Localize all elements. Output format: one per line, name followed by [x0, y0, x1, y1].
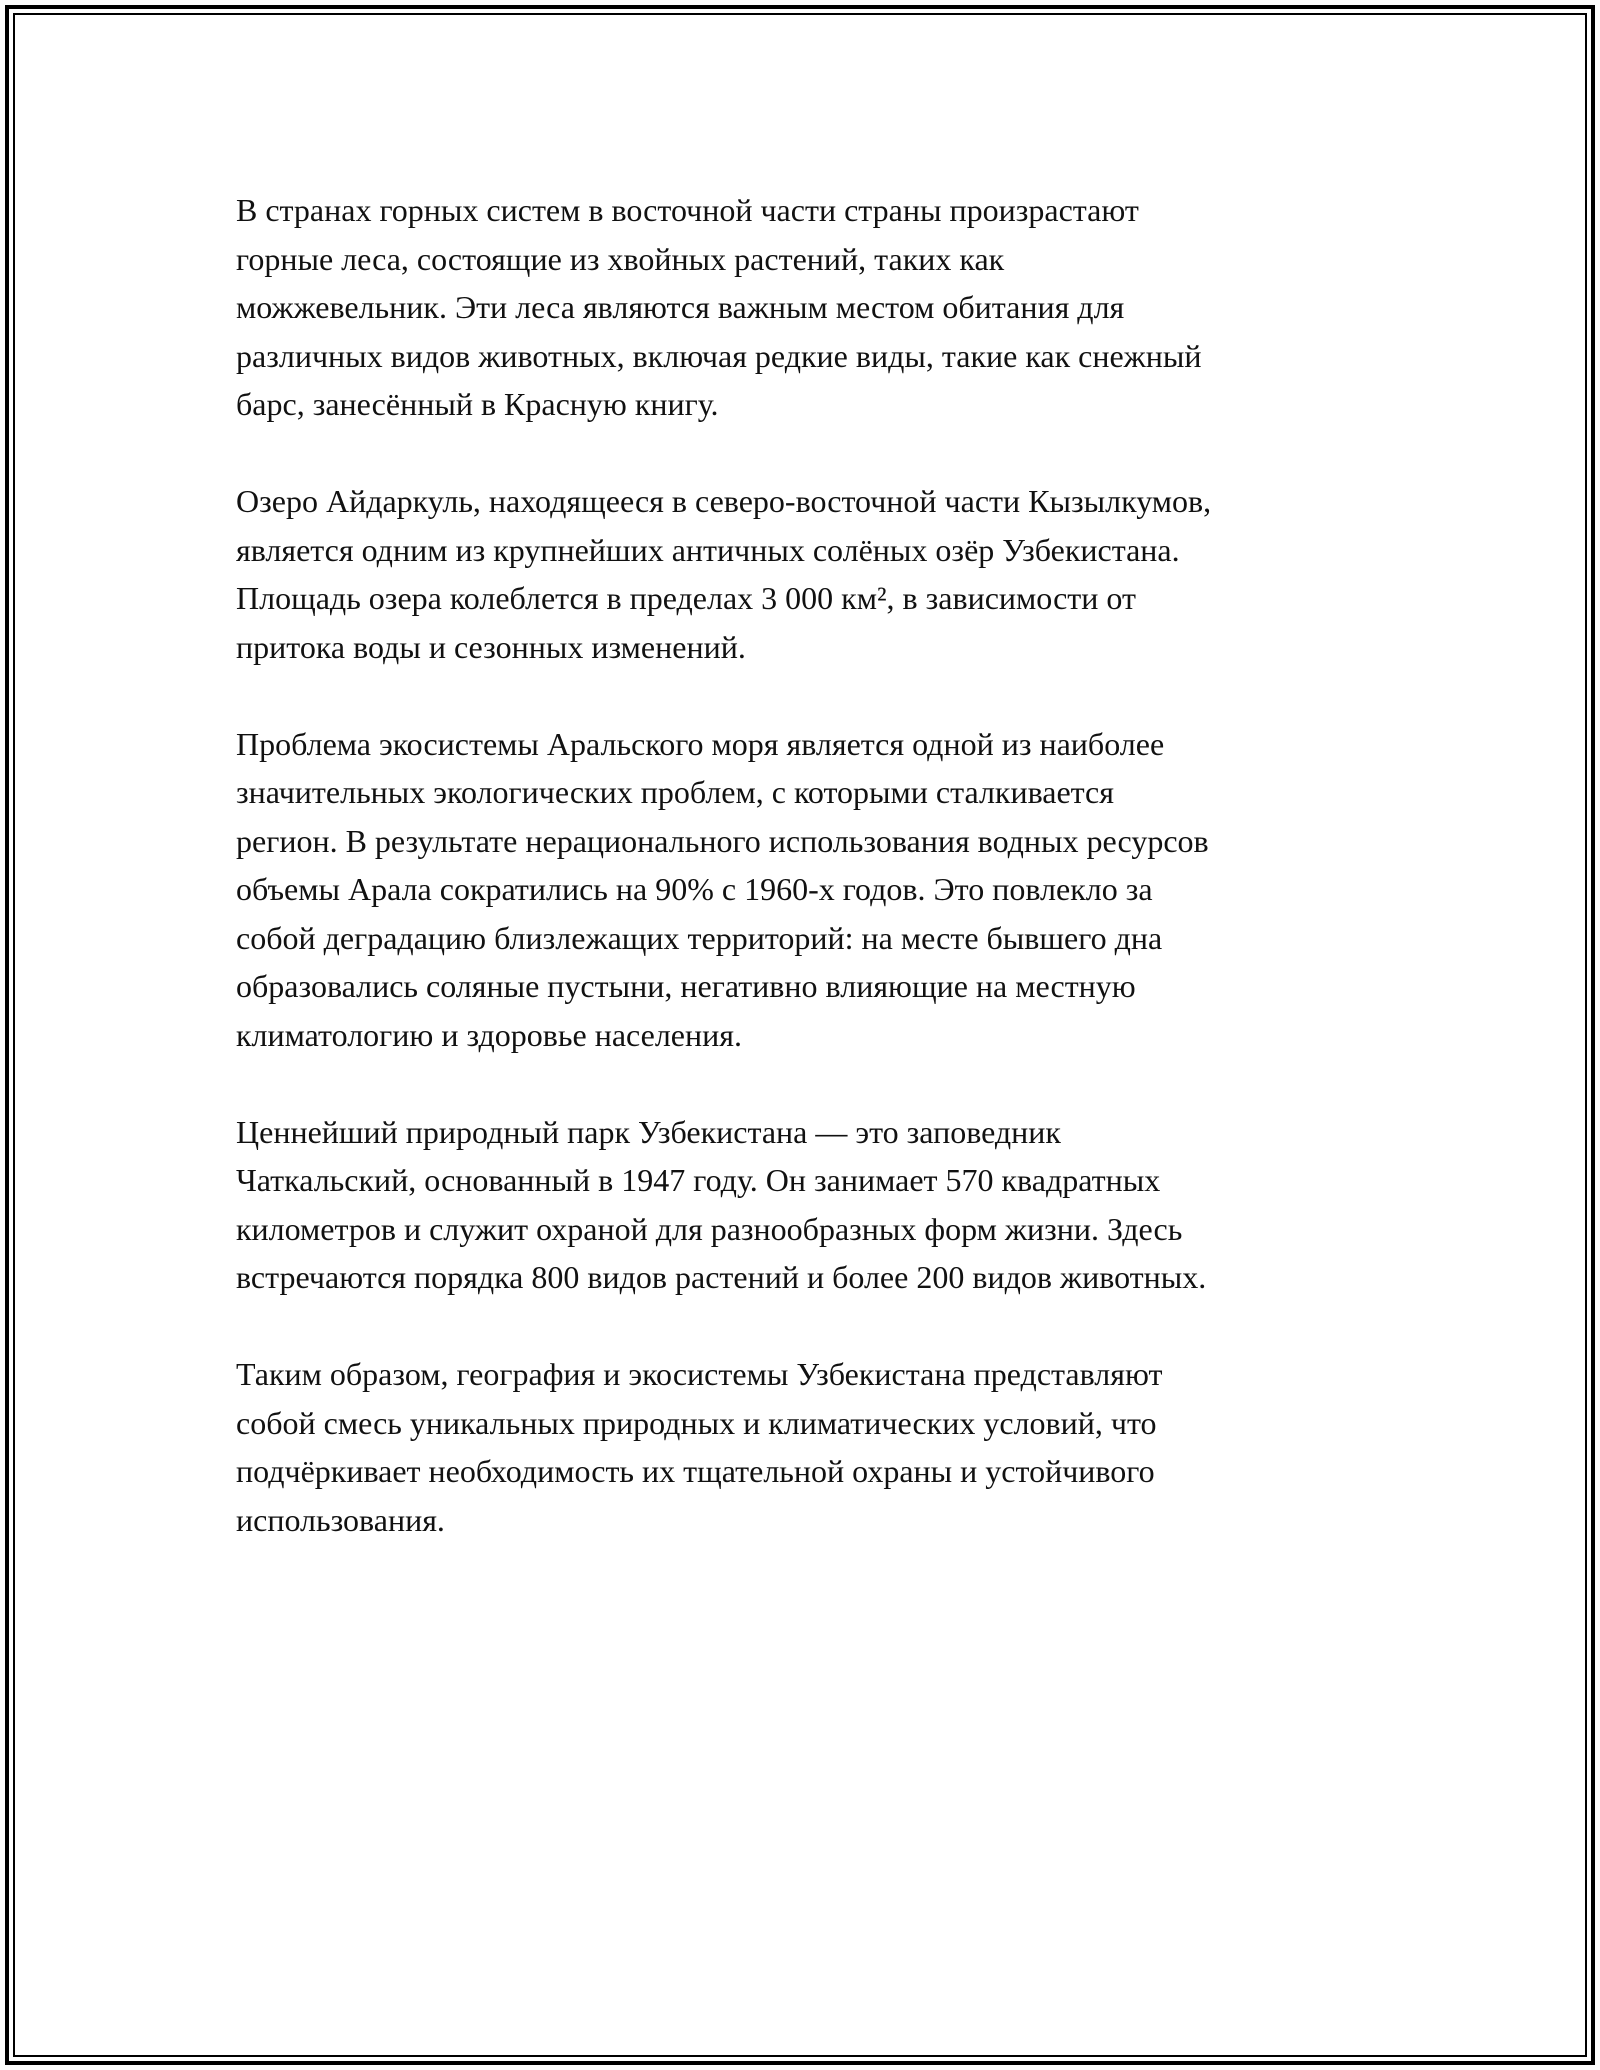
- text-line: километров и служит охраной для разнообразных форм жизни. Здесь: [236, 1210, 1183, 1247]
- text-line: подчёркивает необходимость их тщательной охраны и устойчивого: [236, 1453, 1155, 1489]
- text-line: Ценнейший природный парк Узбекистана — это заповедник: [236, 1113, 1061, 1150]
- text-line: горные леса, состоящие из хвойных растений, таких как: [236, 240, 1005, 277]
- text-line: Проблема экосистемы Аральского моря является одной из наиболее: [236, 725, 1165, 762]
- text-line: можжевельник. Эти леса являются важным местом обитания для: [236, 289, 1125, 325]
- text-line: притока воды и сезонных изменений.: [236, 628, 746, 665]
- text-line: собой деградацию близлежащих территорий: на месте бывшего дна: [236, 919, 1163, 956]
- paragraph-aydarkul-lake: [236, 477, 1376, 671]
- text-line: является одним из крупнейших античных солёных озёр Узбекистана.: [236, 531, 1180, 568]
- paragraph-aral-sea: [236, 720, 1376, 1060]
- text-line: объемы Арала сократились на 90% с 1960-х годов. Это повлекло за: [236, 871, 1153, 907]
- text-line: различных видов животных, включая редкие виды, такие как снежный: [236, 337, 1202, 374]
- text-line: В странах горных систем в восточной части страны произрастают: [236, 192, 1139, 228]
- document-body: [236, 186, 1376, 1593]
- text-line: Площадь озера колеблется в пределах 3 000 км², в зависимости от: [236, 580, 1136, 616]
- text-line: образовались соляные пустыни, негативно влияющие на местную: [236, 968, 1136, 1004]
- text-line: Озеро Айдаркуль, находящееся в северо-восточной части Кызылкумов,: [236, 483, 1212, 519]
- paragraph-chatkal-reserve: [236, 1108, 1376, 1302]
- text-line: значительных экологических проблем, с которыми сталкивается: [236, 774, 1114, 810]
- text-line: использования.: [236, 1501, 445, 1538]
- text-line: климатологию и здоровье населения.: [236, 1016, 742, 1053]
- paragraph-mountain-forests: [236, 186, 1376, 429]
- text-line: барс, занесённый в Красную книгу.: [236, 386, 719, 422]
- text-line: Чаткальский, основанный в 1947 году. Он занимает 570 квадратных: [236, 1162, 1161, 1198]
- text-line: собой смесь уникальных природных и климатических условий, что: [236, 1404, 1157, 1441]
- text-line: Таким образом, география и экосистемы Узбекистана представляют: [236, 1356, 1163, 1392]
- paragraph-conclusion: [236, 1350, 1376, 1544]
- text-line: встречаются порядка 800 видов растений и более 200 видов животных.: [236, 1259, 1207, 1295]
- text-line: регион. В результате нерационального использования водных ресурсов: [236, 822, 1209, 859]
